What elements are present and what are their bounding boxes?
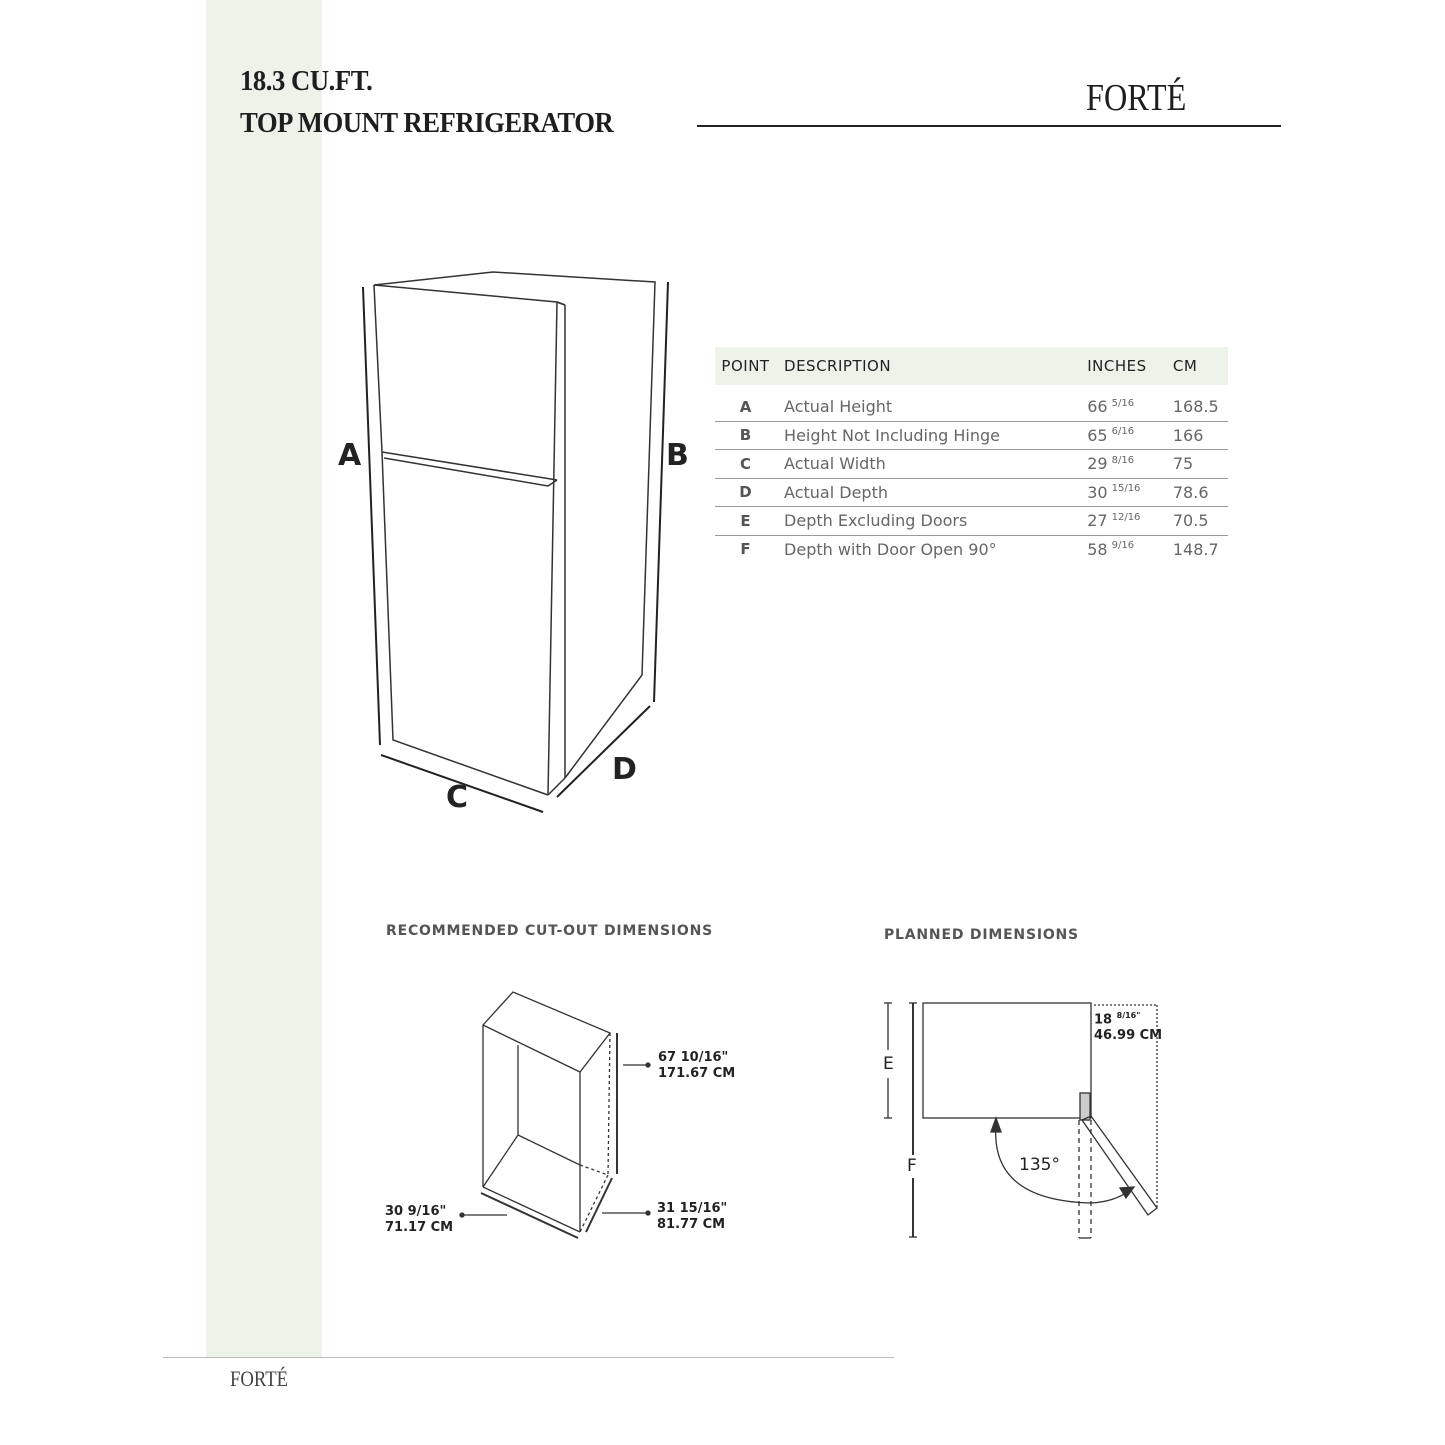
cutout-depth-label (657, 1201, 727, 1233)
door-clearance-label (1094, 1008, 1162, 1044)
dimensions-table (715, 347, 1228, 563)
inches-fraction: 12/16 (1111, 511, 1141, 523)
inches-fraction: 15/16 (1111, 483, 1141, 495)
cutout-depth-inches: 31 15/16" (657, 1201, 728, 1216)
row-point: C (740, 454, 752, 473)
row-description: Height Not Including Hinge (784, 425, 1000, 445)
table-row (715, 507, 1228, 536)
dimension-lines (363, 282, 668, 812)
cutout-width-cm: 71.17 CM (385, 1220, 454, 1235)
brand-logo: FORTÉ (1086, 77, 1187, 119)
row-inches (1087, 454, 1173, 473)
clearance-fraction: 8/16" (1116, 1011, 1141, 1020)
row-description: Actual Height (784, 397, 893, 417)
inches-whole: 58 (1087, 539, 1108, 559)
row-cm: 168.5 (1172, 397, 1219, 417)
footer-brand: FORTÉ (230, 1366, 289, 1391)
table-row (715, 479, 1228, 508)
door-angle-label: 135° (1019, 1155, 1060, 1175)
clearance-inches: 18 (1094, 1012, 1113, 1028)
row-cm: 75 (1172, 454, 1194, 474)
header-inches: INCHES (1087, 357, 1147, 375)
inches-fraction: 8/16 (1111, 454, 1135, 466)
row-description: Actual Width (784, 454, 886, 474)
row-cm: 166 (1172, 425, 1204, 445)
row-description: Actual Depth (784, 482, 888, 502)
inches-whole: 27 (1087, 511, 1108, 531)
row-point: A (739, 397, 752, 416)
row-inches (1087, 426, 1173, 445)
row-inches (1087, 540, 1173, 559)
footer-divider (163, 1357, 894, 1358)
dimension-label-c: C (446, 780, 469, 815)
planned-label-f: F (907, 1156, 917, 1176)
inches-whole: 29 (1087, 454, 1108, 474)
cutout-height-inches: 67 10/16" (658, 1050, 729, 1065)
cutout-diagram (460, 992, 650, 1238)
inches-whole: 65 (1087, 425, 1108, 445)
table-row (715, 450, 1228, 479)
row-point: E (740, 511, 751, 530)
row-inches (1087, 483, 1173, 502)
header-cm: CM (1172, 357, 1198, 375)
inches-whole: 66 (1087, 397, 1108, 417)
table-header (715, 347, 1228, 385)
header-description: DESCRIPTION (784, 357, 892, 375)
row-inches (1087, 397, 1173, 416)
cutout-width-label (385, 1204, 453, 1236)
cutout-width-inches: 30 9/16" (385, 1204, 447, 1219)
cutout-section-title: RECOMMENDED CUT-OUT DIMENSIONS (386, 923, 714, 939)
row-cm: 78.6 (1172, 482, 1209, 502)
clearance-cm: 46.99 CM (1094, 1028, 1163, 1044)
inches-fraction: 9/16 (1111, 540, 1135, 552)
inches-fraction: 5/16 (1111, 397, 1135, 409)
title-capacity: 18.3 CU.FT. (240, 65, 373, 97)
cutout-height-label (658, 1050, 735, 1082)
title-product: TOP MOUNT REFRIGERATOR (240, 107, 614, 139)
row-description: Depth with Door Open 90° (784, 539, 997, 559)
table-row (715, 536, 1228, 564)
row-inches (1087, 511, 1173, 530)
row-cm: 70.5 (1172, 511, 1209, 531)
cutout-depth-cm: 81.77 CM (657, 1217, 726, 1232)
row-point: B (739, 426, 752, 445)
row-description: Depth Excluding Doors (784, 511, 968, 531)
header-point: POINT (721, 357, 770, 375)
cutout-height-cm: 171.67 CM (658, 1066, 736, 1081)
fridge-body (374, 272, 655, 795)
inches-whole: 30 (1087, 482, 1108, 502)
dimension-label-d: D (612, 752, 637, 787)
dimension-label-b: B (666, 438, 689, 473)
row-cm: 148.7 (1172, 539, 1219, 559)
row-point: D (739, 483, 752, 502)
row-point: F (740, 540, 751, 559)
table-row (715, 393, 1228, 422)
planned-label-e: E (883, 1054, 894, 1074)
inches-fraction: 6/16 (1111, 426, 1135, 438)
planned-section-title: PLANNED DIMENSIONS (884, 927, 1079, 943)
dimension-label-a: A (338, 438, 362, 473)
table-row (715, 422, 1228, 451)
